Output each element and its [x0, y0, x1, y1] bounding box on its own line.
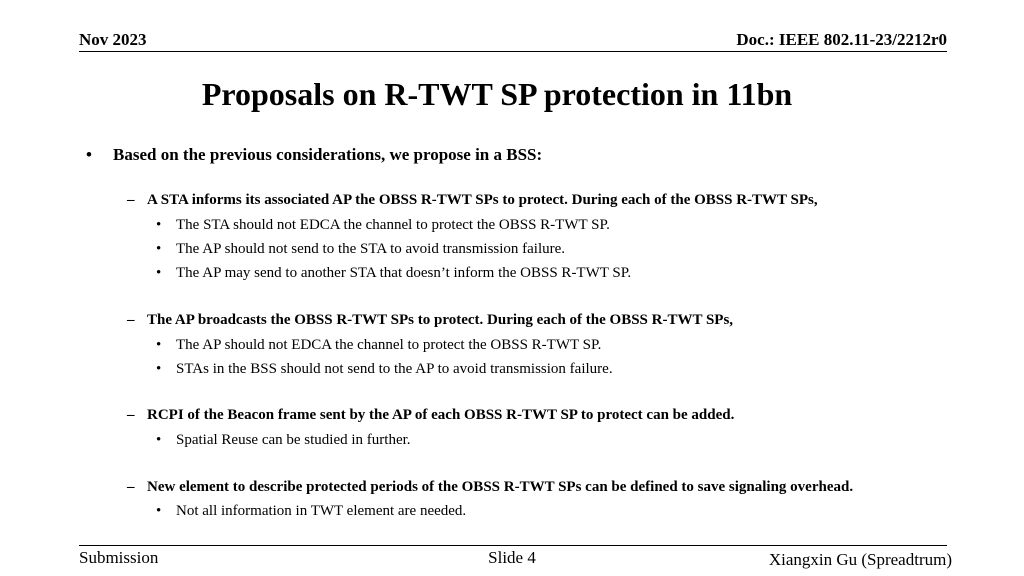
- sub-point-text: The STA should not EDCA the channel to protect the OBSS R-TWT SP.: [176, 217, 610, 233]
- sub-point-text: The AP should not send to the STA to avoid transmission failure.: [176, 241, 566, 257]
- point-text: The AP broadcasts the OBSS R-TWT SPs to protect. During each of the OBSS R-TWT SPs,: [147, 312, 734, 328]
- sub-point-text: The AP may send to another STA that doesn’t inform the OBSS R-TWT SP.: [176, 265, 632, 281]
- slide-title: Proposals on R-TWT SP protection in 11bn: [201, 76, 793, 112]
- header-doc-id: Doc.: IEEE 802.11-23/2212r0: [736, 30, 947, 49]
- footer-divider: [79, 545, 947, 546]
- dash-marker: –: [127, 407, 135, 423]
- intro-bullet: [86, 144, 543, 166]
- intro-text: Based on the previous considerations, we propose in a BSS:: [113, 145, 543, 164]
- sub-point: [156, 335, 602, 355]
- point-3: [127, 405, 735, 425]
- footer-slide-number: Slide 4: [488, 548, 536, 567]
- bullet-marker: •: [156, 361, 162, 377]
- header-date: Nov 2023: [79, 30, 147, 49]
- sub-point: [156, 263, 632, 283]
- point-2: [127, 310, 734, 330]
- bullet-marker: •: [156, 503, 162, 519]
- bullet-marker: •: [156, 337, 162, 353]
- sub-point-text: STAs in the BSS should not send to the AP to avoid transmission failure.: [176, 361, 613, 377]
- point-4: [127, 477, 854, 497]
- point-text: A STA informs its associated AP the OBSS R-TWT SPs to protect. During each of the OBSS R-TWT SPs,: [147, 192, 818, 208]
- point-text: RCPI of the Beacon frame sent by the AP of each OBSS R-TWT SP to protect can be added.: [147, 407, 735, 423]
- sub-point: [156, 501, 467, 521]
- dash-marker: –: [127, 192, 135, 208]
- footer-author: Xiangxin Gu (Spreadtrum): [768, 550, 952, 569]
- bullet-marker: •: [86, 145, 92, 164]
- dash-marker: –: [127, 479, 135, 495]
- sub-point: [156, 430, 411, 450]
- bullet-marker: •: [156, 217, 162, 233]
- sub-point-text: The AP should not EDCA the channel to protect the OBSS R-TWT SP.: [176, 337, 602, 353]
- dash-marker: –: [127, 312, 135, 328]
- bullet-marker: •: [156, 241, 162, 257]
- sub-point: [156, 239, 566, 259]
- sub-point: [156, 359, 613, 379]
- sub-point-text: Spatial Reuse can be studied in further.: [176, 432, 411, 448]
- point-text: New element to describe protected periods of the OBSS R-TWT SPs can be defined to save signaling overhead.: [147, 479, 854, 495]
- point-1: [127, 190, 818, 210]
- footer-submission: Submission: [79, 548, 159, 567]
- sub-point-text: Not all information in TWT element are needed.: [176, 503, 467, 519]
- bullet-marker: •: [156, 432, 162, 448]
- header-divider: [79, 51, 947, 52]
- bullet-marker: •: [156, 265, 162, 281]
- sub-point: [156, 215, 610, 235]
